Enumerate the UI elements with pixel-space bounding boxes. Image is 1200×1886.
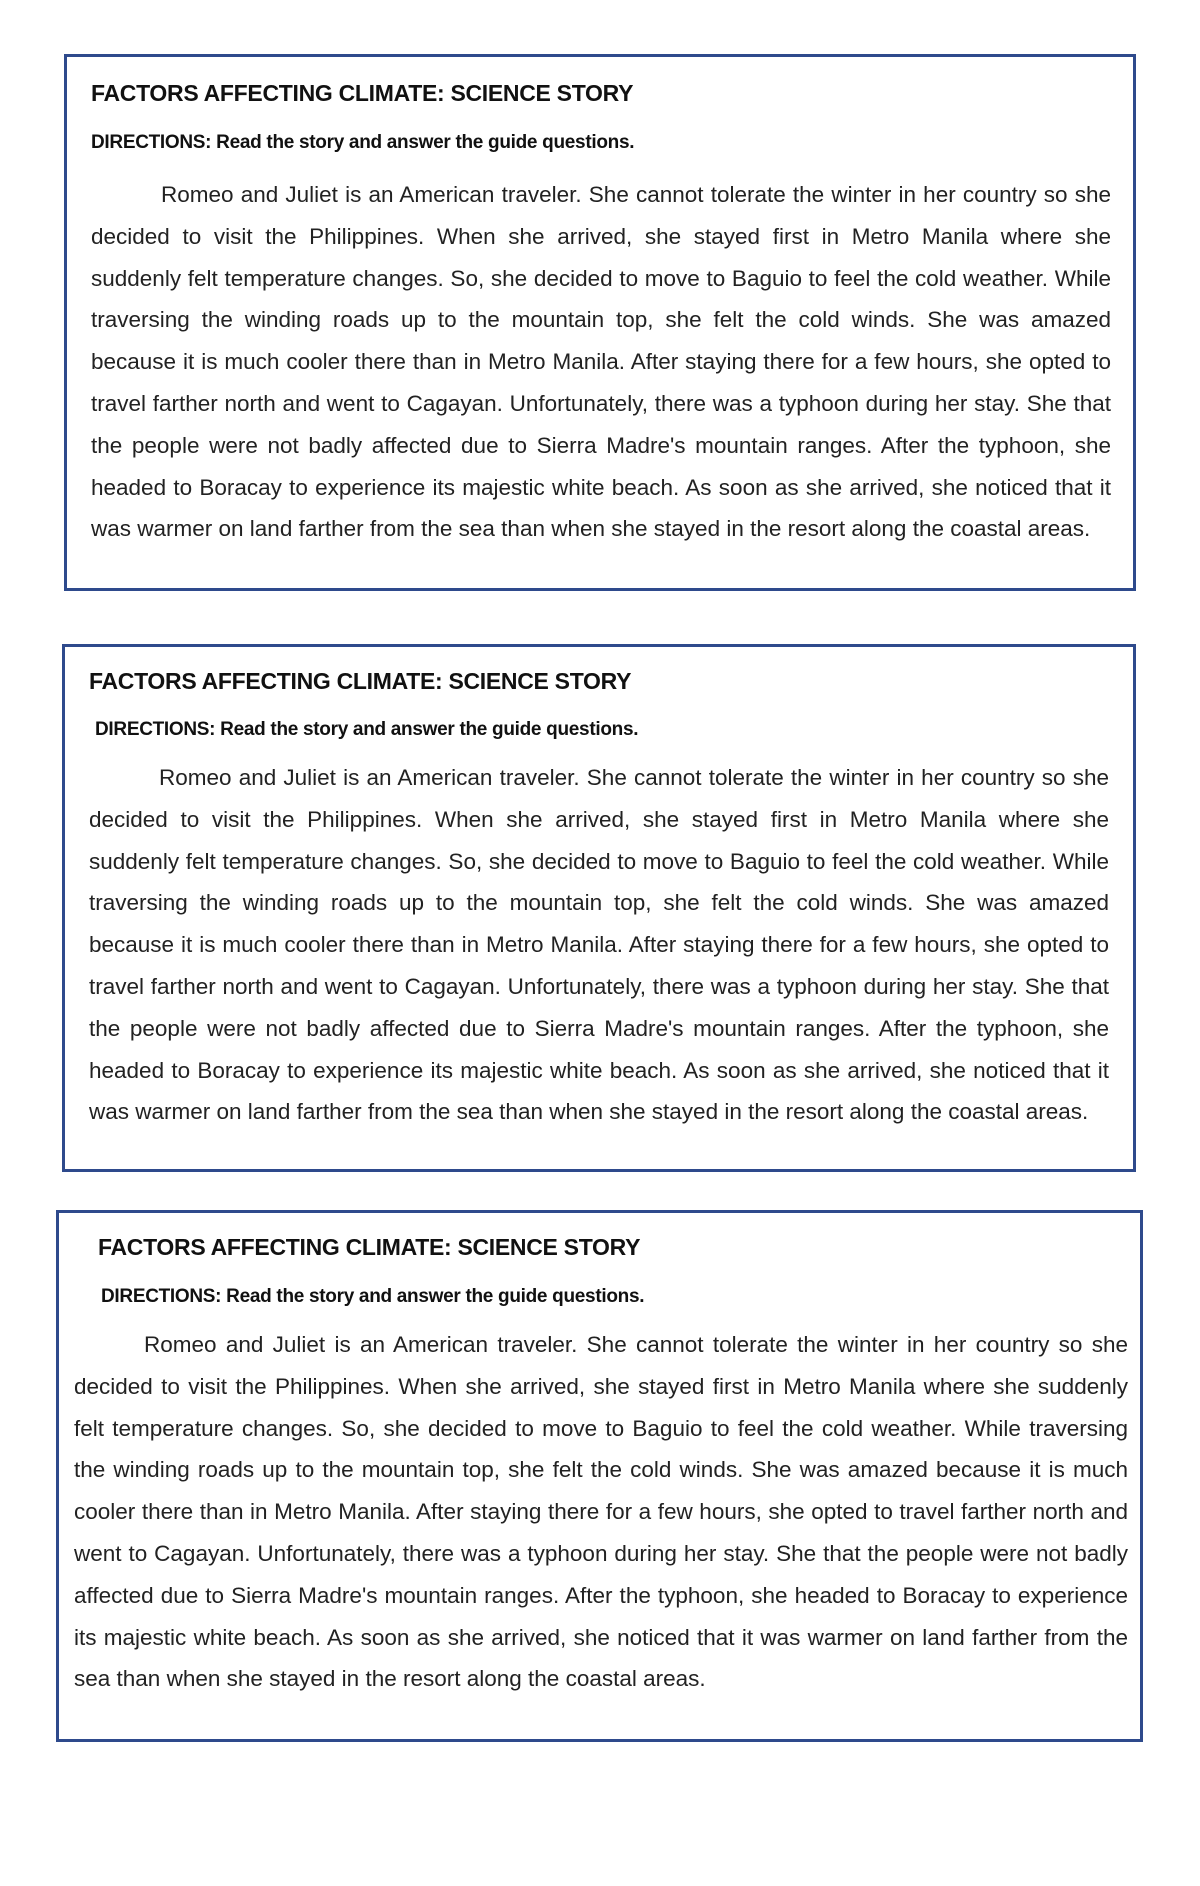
worksheet-directions: DIRECTIONS: Read the story and answer the guide questions. [101, 1286, 645, 1307]
worksheet-title: FACTORS AFFECTING CLIMATE: SCIENCE STORY [89, 668, 632, 694]
worksheet-card-1 [64, 54, 1136, 591]
worksheet-directions: DIRECTIONS: Read the story and answer the guide questions. [95, 719, 639, 740]
worksheet-story: Romeo and Juliet is an American traveler. She cannot tolerate the winter in her country so she decided to visit the Philippines. When she arrived, she stayed first in Metro Manila where she suddenly felt temperature changes. So, she decided to move to Baguio to feel the cold weather. While traversing the winding roads up to the mountain top, she felt the cold winds. She was amazed because it is much cooler there than in Metro Manila. After staying there for a few hours, she opted to travel farther north and went to Cagayan. Unfortunately, there was a typhoon during her stay. She that the people were not badly affected due to Sierra Madre's mountain ranges. After the typhoon, she headed to Boracay to experience its majestic white beach. As soon as she arrived, she noticed that it was warmer on land farther from the sea than when she stayed in the resort along the coastal areas. [91, 182, 1111, 542]
worksheet-title: FACTORS AFFECTING CLIMATE: SCIENCE STORY [91, 80, 634, 106]
worksheet-directions: DIRECTIONS: Read the story and answer the guide questions. [91, 132, 635, 153]
worksheet-card-2 [62, 644, 1136, 1172]
worksheet-title: FACTORS AFFECTING CLIMATE: SCIENCE STORY [98, 1234, 641, 1260]
worksheet-story: Romeo and Juliet is an American traveler. She cannot tolerate the winter in her country so she decided to visit the Philippines. When she arrived, she stayed first in Metro Manila where she suddenly felt temperature changes. So, she decided to move to Baguio to feel the cold weather. While traversing the winding roads up to the mountain top, she felt the cold winds. She was amazed because it is much cooler there than in Metro Manila. After staying there for a few hours, she opted to travel farther north and went to Cagayan. Unfortunately, there was a typhoon during her stay. She that the people were not badly affected due to Sierra Madre's mountain ranges. After the typhoon, she headed to Boracay to experience its majestic white beach. As soon as she arrived, she noticed that it was warmer on land farther from the sea than when she stayed in the resort along the coastal areas. [89, 765, 1109, 1125]
worksheet-story: Romeo and Juliet is an American traveler. She cannot tolerate the winter in her country so she decided to visit the Philippines. When she arrived, she stayed first in Metro Manila where she suddenly felt temperature changes. So, she decided to move to Baguio to feel the cold weather. While traversing the winding roads up to the mountain top, she felt the cold winds. She was amazed because it is much cooler there than in Metro Manila. After staying there for a few hours, she opted to travel farther north and went to Cagayan. Unfortunately, there was a typhoon during her stay. She that the people were not badly affected due to Sierra Madre's mountain ranges. After the typhoon, she headed to Boracay to experience its majestic white beach. As soon as she arrived, she noticed that it was warmer on land farther from the sea than when she stayed in the resort along the coastal areas. [74, 1332, 1128, 1692]
worksheet-card-3 [56, 1210, 1143, 1742]
